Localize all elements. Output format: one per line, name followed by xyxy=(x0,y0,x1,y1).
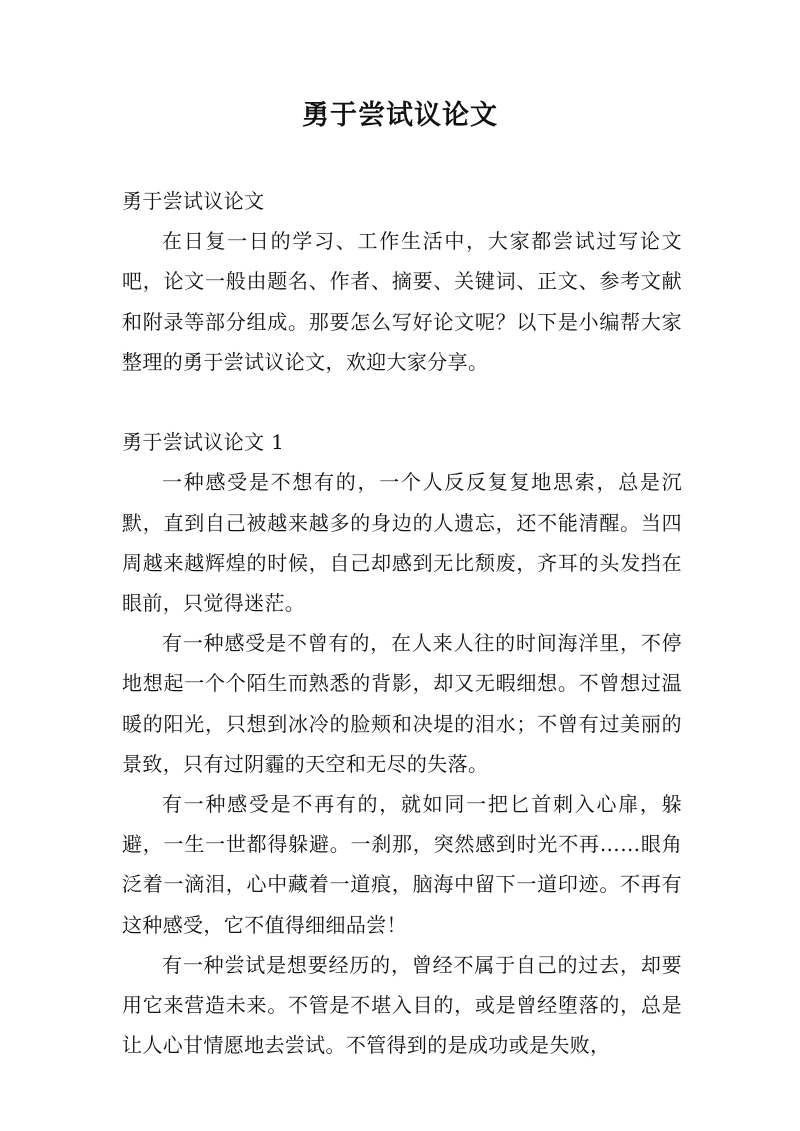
intro-heading: 勇于尝试议论文 xyxy=(122,189,265,213)
body-paragraph-4: 有一种尝试是想要经历的，曾经不属于自己的过去，却要用它来营造未来。不管是不堪入目的，或是曾经堕落的，总是让人心甘情愿地去尝试。不管得到的是成功或是失败， xyxy=(122,952,682,1058)
document-body xyxy=(122,181,682,1065)
section-spacer xyxy=(122,382,682,422)
body-paragraph-1: 一种感受是不想有的，一个人反反复复地思索，总是沉默，直到自己被越来越多的身边的人遗忘，还不能清醒。当四周越来越辉煌的时候，自己却感到无比颓废，齐耳的头发挡在眼前，只觉得迷茫。 xyxy=(122,470,682,616)
section-1-heading: 勇于尝试议论文 1 xyxy=(122,430,285,455)
body-paragraph-2: 有一种感受是不曾有的，在人来人往的时间海洋里，不停地想起一个个陌生而熟悉的背影，却又无暇细想。不曾想过温暖的阳光，只想到冰冷的脸颊和决堤的泪水；不曾有过美丽的景致，只有过阴霾的天空和无尽的失落。 xyxy=(122,631,682,776)
body-paragraph-3: 有一种感受是不再有的，就如同一把匕首刺入心扉，躲避，一生一世都得躲避。一刹那，突然感到时光不再……眼角泛着一滴泪，心中藏着一道痕，脑海中留下一道印迹。不再有这种感受，它不值得细细品尝！ xyxy=(122,792,682,937)
document-title: 勇于尝试议论文 xyxy=(302,100,498,131)
intro-paragraph: 在日复一日的学习、工作生活中，大家都尝试过写论文吧，论文一般由题名、作者、摘要、关键词、正文、参考文献和附录等部分组成。那要怎么写好论文呢？以下是小编帮大家整理的勇于尝试议论文，欢迎大家分享。 xyxy=(122,229,682,374)
